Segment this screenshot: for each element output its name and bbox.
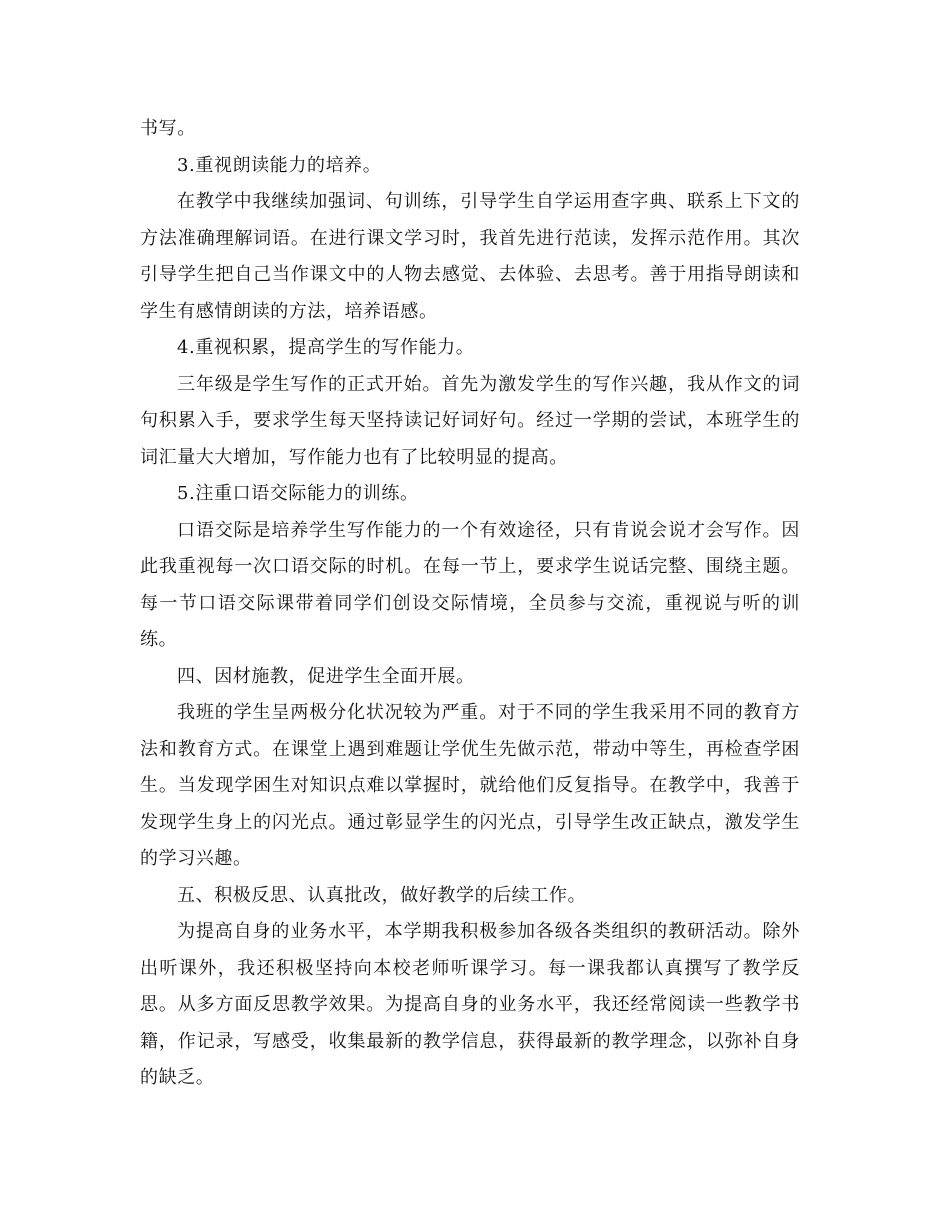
heading-reflection-grading: 五、积极反思、认真批改，做好教学的后续工作。 [177,884,587,906]
heading-reading-ability: 3.重视朗读能力的培养。 [177,154,382,176]
paragraph-reflection-grading: 为提高自身的业务水平，本学期我积极参加各级各类组织的教研活动。除外出听课外，我还积极坚持向本校老师听课学习。每一课我都认真撰写了教学反思。从多方面反思教学效果。为提高自身的业务水平，我还经常阅读一些教学书籍，作记录，写感受，收集最新的教学信息，获得最新的教学理念，以弥补自身的缺乏。 [140,921,800,1088]
paragraph-writing-start: 三年级是学生写作的正式开始。首先为激发学生的写作兴趣，我从作文的词句积累入手，要求学生每天坚持读记好词好句。经过一学期的尝试，本班学生的词汇量大大增加，写作能力也有了比较明显的提高。 [140,373,800,468]
heading-oral-communication: 5.注重口语交际能力的训练。 [177,483,419,504]
paragraph-reading-training: 在教学中我继续加强词、句训练，引导学生自学运用查字典、联系上下文的方法准确理解词语。在进行课文学习时，我首先进行范读，发挥示范作用。其次引导学生把自己当作课文中的人物去感觉、去体验、去思考。善于用指导朗读和学生有感情朗读的方法，培养语感。 [140,191,800,322]
heading-individualized-teaching: 四、因材施教，促进学生全面开展。 [177,665,475,687]
paragraph-individualized-teaching: 我班的学生呈两极分化状况较为严重。对于不同的学生我采用不同的教育方法和教育方式。在课堂上遇到难题让学优生先做示范，带动中等生，再检查学困生。当发现学困生对知识点难以掌握时，就给他们反复指导。在教学中，我善于发现学生身上的闪光点。通过彰显学生的闪光点，引导学生改正缺点，激发学生的学习兴趣。 [140,702,800,869]
paragraph-oral-communication: 口语交际是培养学生写作能力的一个有效途径，只有肯说会说才会写作。因此我重视每一次口语交际的时机。在每一节上，要求学生说话完整、围绕主题。每一节口语交际课带着同学们创设交际情境，全员参与交流，重视说与听的训练。 [140,519,800,650]
heading-accumulation-writing: 4.重视积累，提高学生的写作能力。 [177,337,475,358]
document-body [140,111,800,1097]
paragraph-continuation: 书写。 [140,118,196,139]
